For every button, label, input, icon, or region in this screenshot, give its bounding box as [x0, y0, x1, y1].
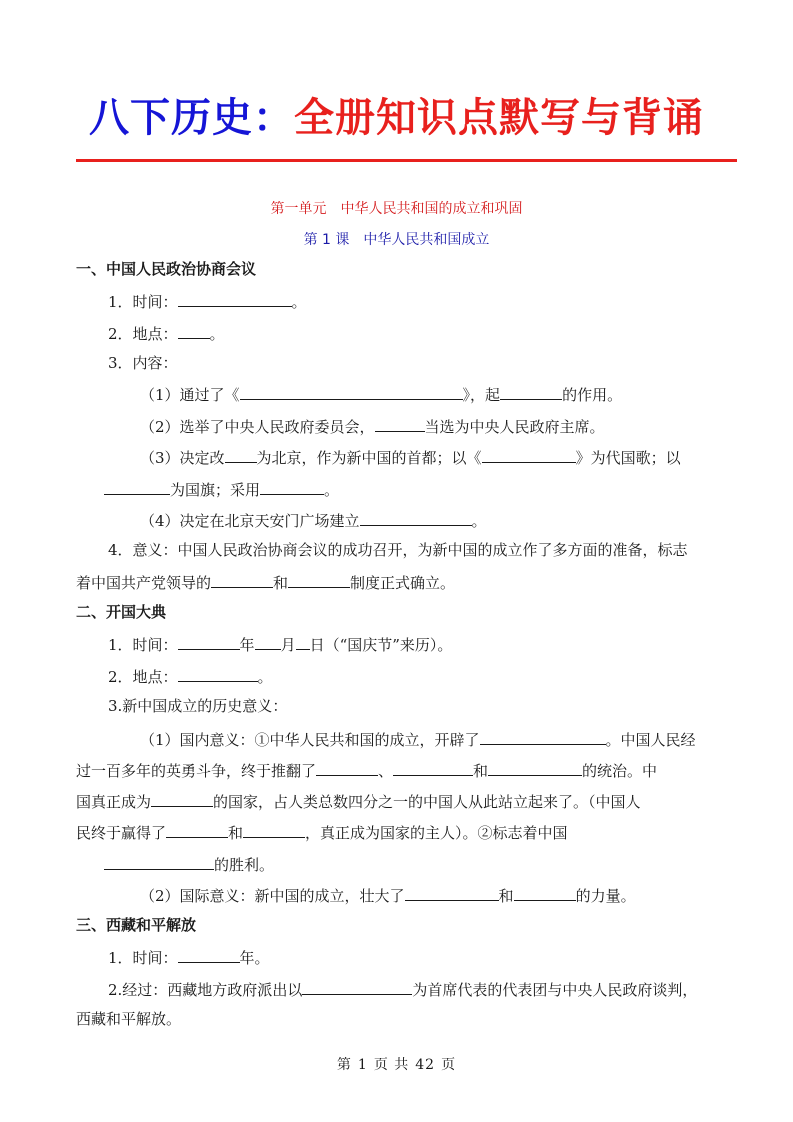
- s2-place-line: 2．地点： 。: [108, 664, 273, 688]
- answer-blank[interactable]: [151, 789, 213, 807]
- s3-time-line: 1．时间： 年。: [108, 945, 270, 969]
- s1-content-3: （3）决定改 为北京，作为新中国的首都；以《 》为代国歌；以: [140, 445, 681, 469]
- s1-time-line: 1．时间： 。: [108, 289, 307, 313]
- answer-blank[interactable]: [255, 632, 281, 650]
- page-title: [0, 88, 793, 148]
- title-part-blue: 八下历史：: [89, 95, 294, 141]
- answer-blank[interactable]: [240, 382, 463, 400]
- unit-heading: 第一单元 中华人民共和国的成立和巩固: [270, 201, 523, 217]
- answer-blank[interactable]: [178, 289, 292, 307]
- answer-blank[interactable]: [104, 852, 214, 870]
- answer-blank[interactable]: [104, 477, 170, 495]
- answer-blank[interactable]: [480, 727, 606, 745]
- s2-domestic-3: 国真正成为 的国家，占人类总数四分之一的中国人从此站立起来了。（中国人: [76, 789, 641, 813]
- s1-content-label: 3．内容：: [108, 354, 178, 372]
- page-footer: 第 1 页 共 42 页: [336, 1057, 457, 1073]
- answer-blank[interactable]: [514, 883, 576, 901]
- answer-blank[interactable]: [211, 570, 273, 588]
- answer-blank[interactable]: [178, 945, 240, 963]
- s2-domestic-1: （1）国内意义：①中华人民共和国的成立，开辟了 。中国人民经: [140, 727, 696, 751]
- title-divider: [76, 159, 737, 162]
- s1-content-4: （4）决定在北京天安门广场建立 。: [140, 508, 487, 532]
- s1-content-3-cont: 为国旗；采用 。: [104, 477, 339, 501]
- answer-blank[interactable]: [288, 570, 350, 588]
- answer-blank[interactable]: [375, 414, 425, 432]
- s1-content-1: （1）通过了《 》，起 的作用。: [140, 382, 622, 406]
- answer-blank[interactable]: [178, 664, 258, 682]
- answer-blank[interactable]: [243, 820, 305, 838]
- answer-blank[interactable]: [296, 632, 310, 650]
- answer-blank[interactable]: [178, 321, 210, 339]
- s1-place-line: 2．地点： 。: [108, 321, 225, 345]
- section-heading-2: 二、开国大典: [76, 603, 167, 621]
- section-heading-1: 一、中国人民政治协商会议: [76, 260, 257, 278]
- answer-blank[interactable]: [405, 883, 499, 901]
- answer-blank[interactable]: [500, 382, 562, 400]
- s2-international: （2）国际意义：新中国的成立，壮大了 和 的力量。: [140, 883, 636, 907]
- page-total: 42: [415, 1057, 436, 1073]
- answer-blank[interactable]: [360, 508, 472, 526]
- s2-domestic-4: 民终于赢得了 和 ，真正成为国家的主人）。②标志着中国: [76, 820, 568, 844]
- s2-time-line: 1．时间： 年 月 日（“国庆节”来历）。: [108, 632, 452, 656]
- s3-process-line1: 2.经过：西藏地方政府派出以 为首席代表的代表团与中央人民政府谈判，: [108, 977, 697, 1001]
- answer-blank[interactable]: [166, 820, 228, 838]
- answer-blank[interactable]: [225, 445, 257, 463]
- answer-blank[interactable]: [260, 477, 324, 495]
- answer-blank[interactable]: [488, 758, 582, 776]
- answer-blank[interactable]: [302, 977, 412, 995]
- s2-domestic-2: 过一百多年的英勇斗争，终于推翻了 、 和 的统治。中: [76, 758, 657, 782]
- section-heading-3: 三、西藏和平解放: [76, 916, 197, 934]
- s1-content-2: （2）选举了中央人民政府委员会， 当选为中央人民政府主席。: [140, 414, 605, 438]
- answer-blank[interactable]: [393, 758, 473, 776]
- s2-domestic-5: 的胜利。: [104, 852, 274, 876]
- page-number: 1: [357, 1057, 368, 1073]
- lesson-heading: 第 1 课 中华人民共和国成立: [303, 232, 490, 248]
- s1-meaning-line2: 着中国共产党领导的 和 制度正式确立。: [76, 570, 455, 594]
- answer-blank[interactable]: [178, 632, 240, 650]
- answer-blank[interactable]: [316, 758, 378, 776]
- title-part-red: 全册知识点默写与背诵: [294, 95, 704, 141]
- s2-significance-label: 3.新中国成立的历史意义：: [108, 697, 288, 715]
- s1-meaning-line1: 4．意义：中国人民政治协商会议的成功召开，为新中国的成立作了多方面的准备，标志: [108, 541, 688, 559]
- answer-blank[interactable]: [482, 445, 576, 463]
- s3-process-line2: 西藏和平解放。: [76, 1010, 182, 1028]
